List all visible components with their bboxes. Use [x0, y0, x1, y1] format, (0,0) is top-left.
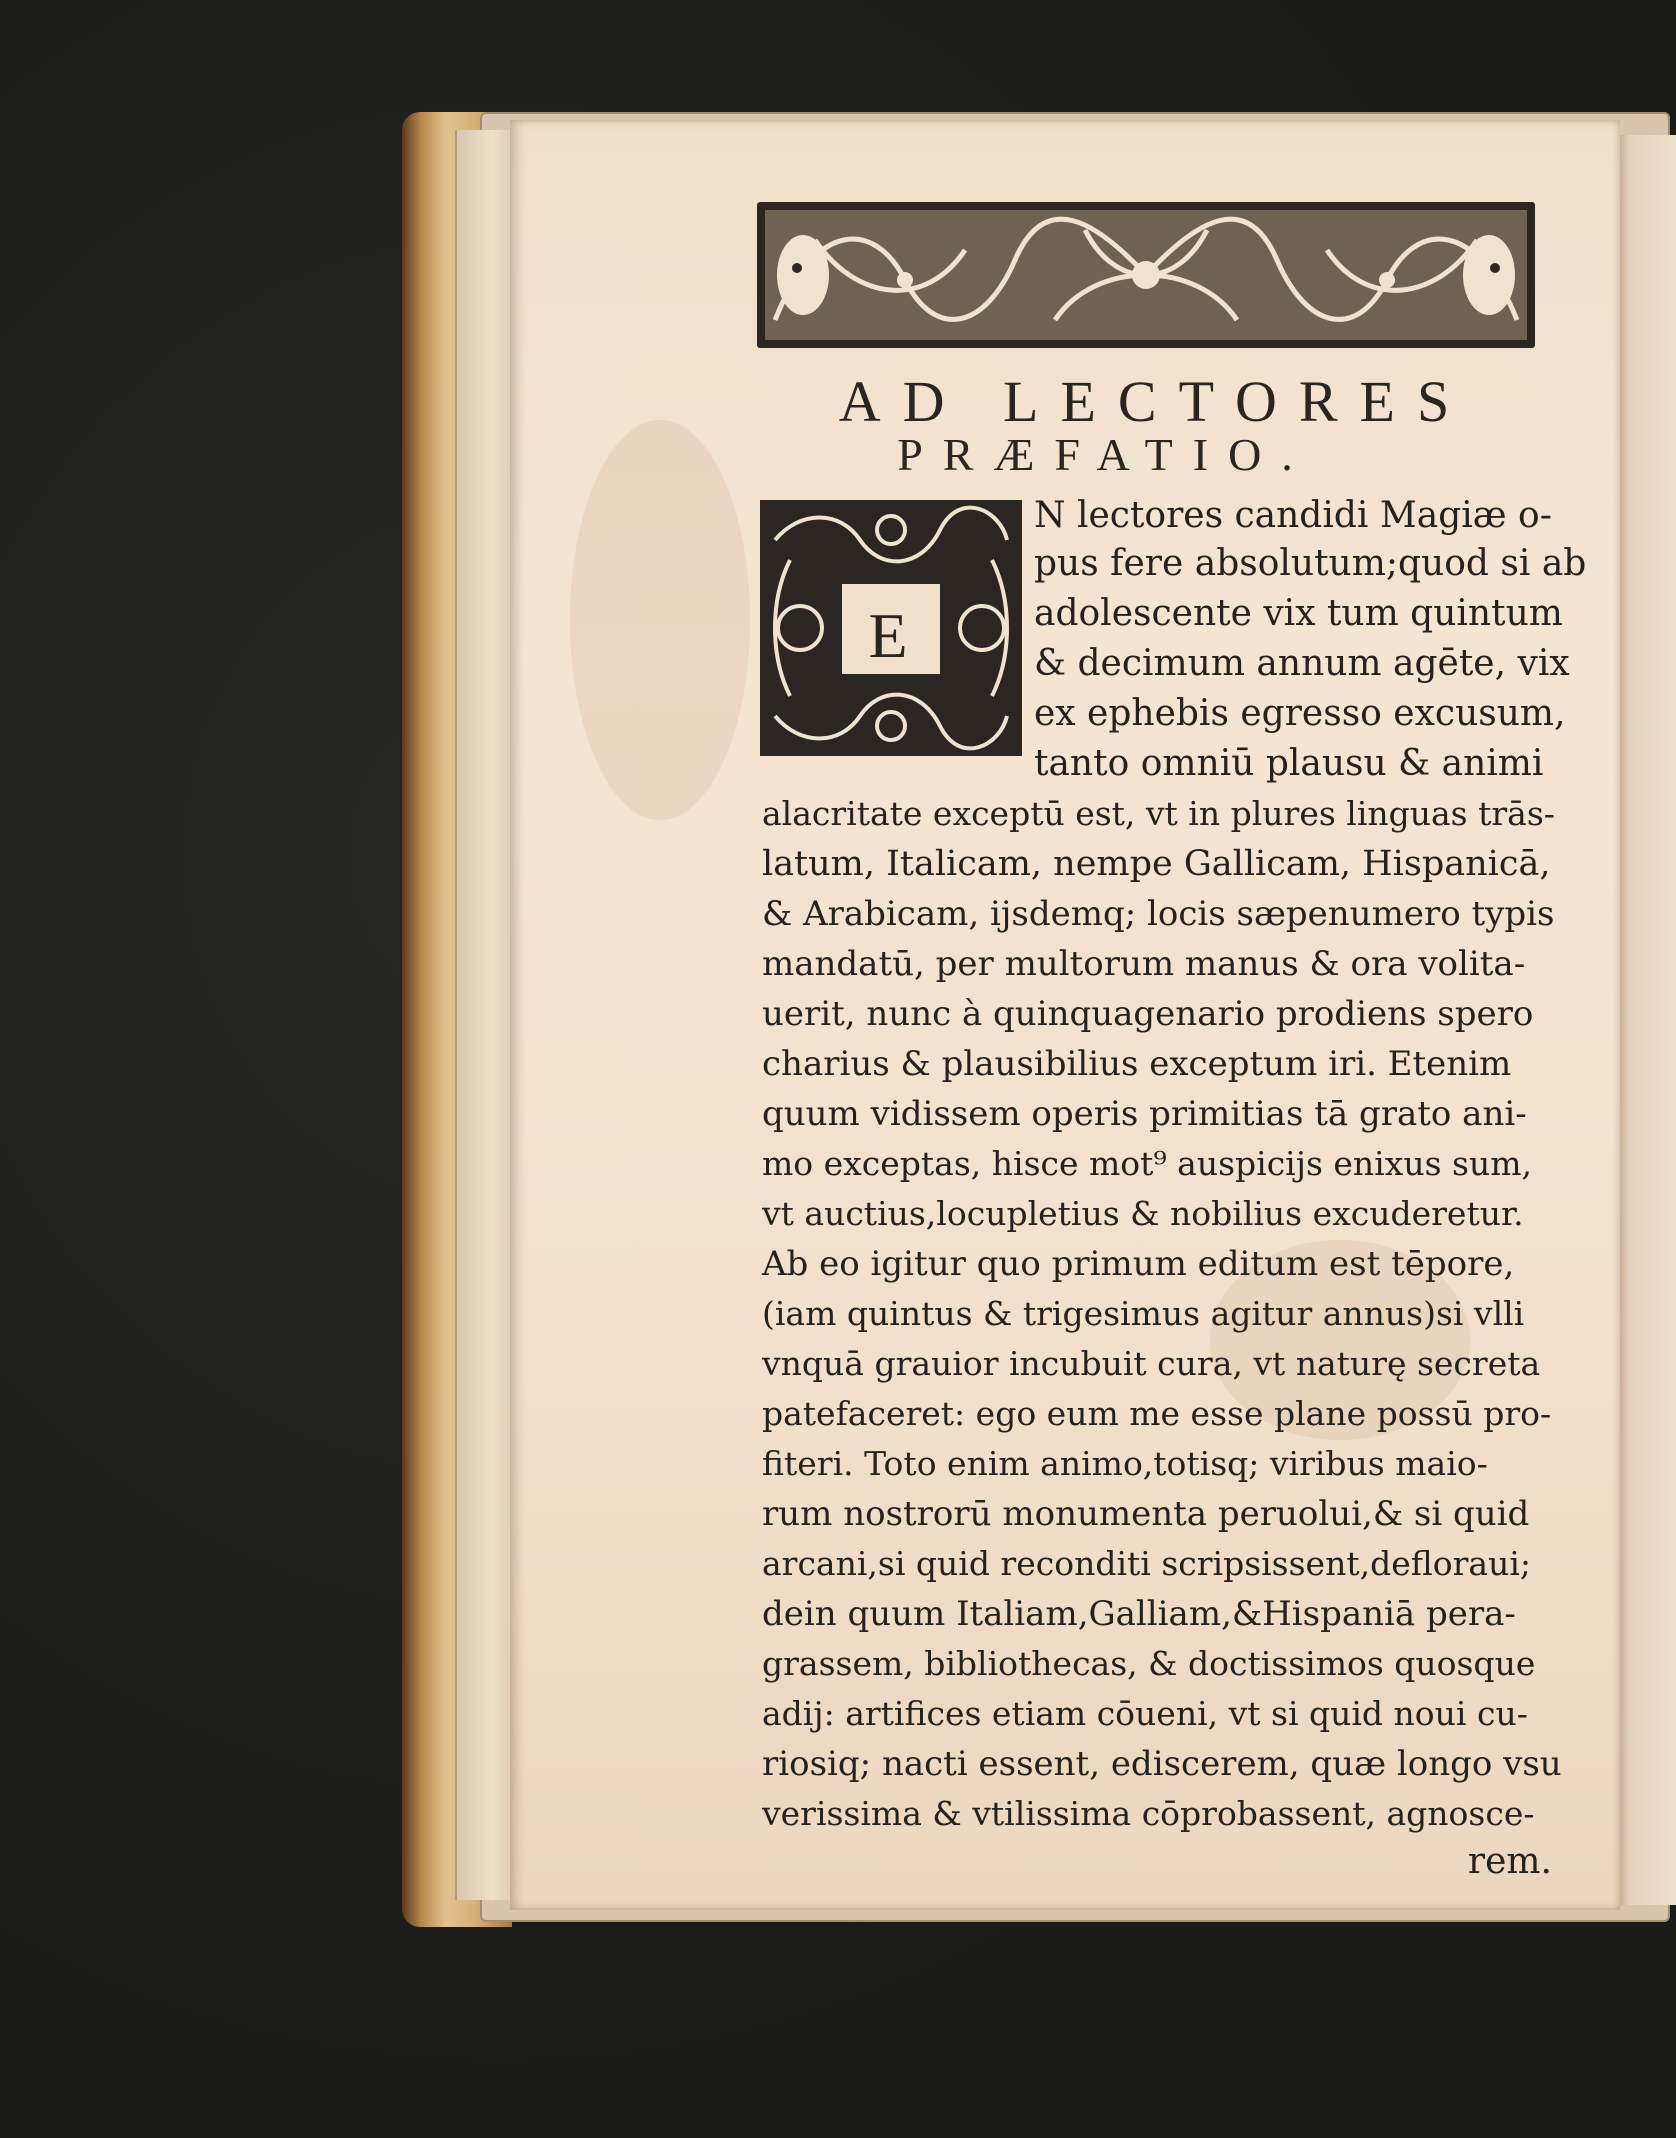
text-line: mo exceptas, hisce mot⁹ auspicijs enixus sum,: [762, 1144, 1532, 1183]
page-subheading: PRÆFATIO.: [897, 429, 1313, 480]
text-line: rum nostrorū monumenta peruolui,& si quid: [762, 1494, 1530, 1534]
text-line: N lectores candidi Magiæ o-: [1034, 495, 1552, 536]
text-line: ex ephebis egresso excusum,: [1034, 693, 1566, 734]
text-line: Ab eo igitur quo primum editum est tēpore,: [762, 1244, 1515, 1284]
page-heading: AD LECTORES: [838, 369, 1472, 434]
text-line: riosiq; nacti essent, ediscerem, quæ longo vsu: [762, 1744, 1562, 1784]
initial-letter: E: [868, 600, 908, 671]
text-line: vt auctius,locupletius & nobilius excuderetur.: [762, 1194, 1524, 1233]
text-line: alacritate exceptū est, vt in plures linguas trās-: [762, 794, 1555, 833]
text-line: & decimum annum agēte, vix: [1034, 643, 1570, 684]
text-line: grassem, bibliothecas, & doctissimos quosque: [762, 1644, 1536, 1683]
text-line: & Arabicam, ijsdemq; locis sæpenumero typis: [762, 894, 1555, 934]
ornamental-headpiece: [755, 200, 1537, 350]
text-line: fiteri. Toto enim animo,totisq; viribus maio-: [762, 1444, 1488, 1483]
text-line: verissima & vtilissima cōprobassent, agnosce-: [762, 1794, 1535, 1833]
text-line: charius & plausibilius exceptum iri. Etenim: [762, 1044, 1512, 1084]
text-line: latum, Italicam, nempe Gallicam, Hispanicā,: [762, 844, 1551, 884]
text-line: adolescente vix tum quintum: [1034, 593, 1563, 634]
text-line: patefaceret: ego eum me esse plane possū pro-: [762, 1394, 1552, 1433]
text-line: mandatū, per multorum manus & ora volita-: [762, 944, 1526, 984]
paper-stain: [570, 420, 750, 820]
text-line: tanto omniū plausu & animi: [1034, 743, 1544, 784]
facing-page-edge: [1612, 135, 1676, 1905]
catchword: rem.: [1467, 1841, 1552, 1882]
text-line: pus fere absolutum;quod si ab: [1034, 543, 1587, 584]
text-line: uerit, nunc à quinquagenario prodiens spero: [762, 994, 1534, 1034]
text-line: vnquā grauior incubuit cura, vt naturę secreta: [762, 1344, 1541, 1383]
text-line: (iam quintus & trigesimus agitur annus)si vlli: [762, 1294, 1525, 1333]
text-line: quum vidissem operis primitias tā grato ani-: [762, 1094, 1527, 1134]
text-line: arcani,si quid reconditi scripsissent,defloraui;: [762, 1544, 1531, 1583]
text-line: adij: artifices etiam cōueni, vt si quid noui cu-: [762, 1694, 1528, 1733]
text-line: dein quum Italiam,Galliam,&Hispaniā pera-: [762, 1594, 1516, 1634]
